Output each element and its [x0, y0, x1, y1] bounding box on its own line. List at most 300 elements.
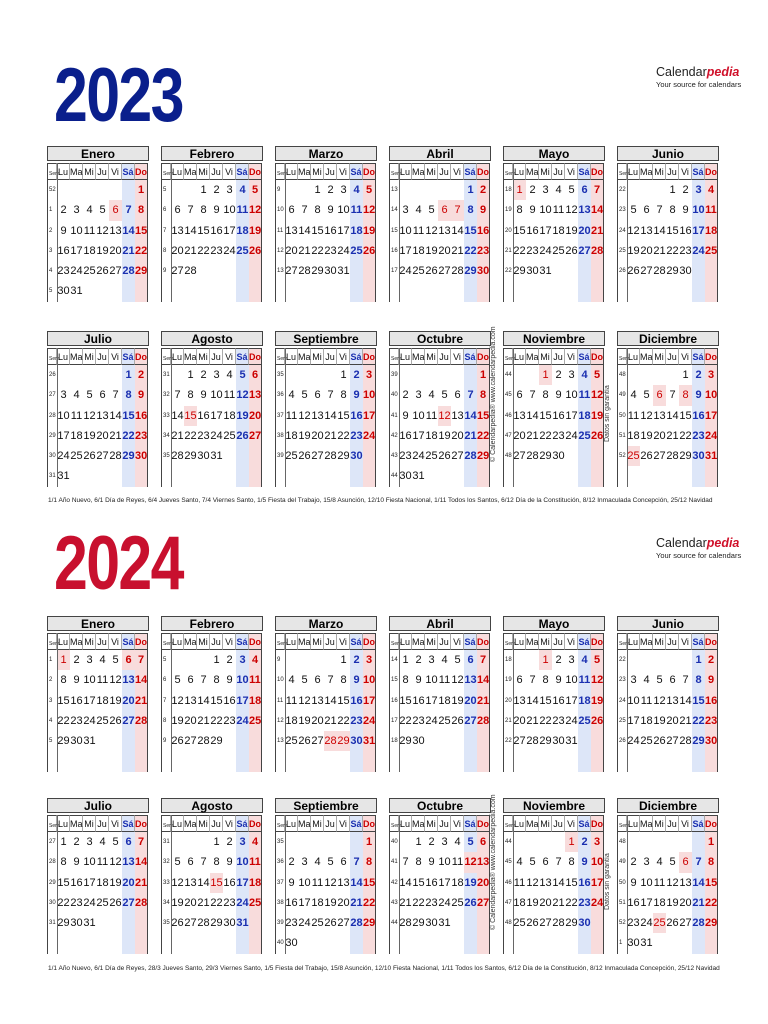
day-cell: 16	[210, 224, 223, 237]
empty-cell	[552, 466, 565, 486]
day-cell: 23	[425, 896, 438, 909]
empty-cell	[109, 913, 122, 933]
empty-cell	[324, 832, 337, 852]
day-cell: 2	[578, 832, 591, 852]
day-cell: 18	[627, 429, 640, 442]
day-cell: 9	[327, 204, 334, 217]
empty-cell	[223, 751, 236, 771]
empty-cell	[451, 365, 464, 385]
day-cell: 12	[425, 224, 438, 237]
empty-cell	[692, 933, 705, 953]
empty-cell	[513, 650, 526, 670]
day-cell: 30	[692, 446, 705, 466]
empty-cell	[653, 933, 666, 953]
day-cell: 1	[477, 365, 490, 385]
day-cell: 23	[412, 714, 425, 727]
day-cell: 15	[210, 873, 223, 893]
day-cell: 17	[298, 896, 311, 909]
day-cell: 14	[679, 694, 692, 707]
empty-cell	[236, 446, 249, 466]
week-number: 6	[161, 200, 171, 220]
day-cell: 20	[451, 429, 464, 442]
empty-cell	[210, 933, 223, 953]
day-cell: 20	[249, 406, 262, 426]
day-cell: 7	[477, 650, 490, 670]
day-cell: 6	[174, 204, 181, 217]
weekday-header: Mi	[539, 348, 552, 365]
week-number: 13	[275, 261, 285, 281]
day-cell: 28	[122, 261, 135, 281]
weekday-header: Sá	[692, 633, 705, 650]
day-cell: 26	[526, 917, 539, 930]
day-cell: 10	[57, 409, 70, 422]
day-cell: 3	[363, 650, 376, 670]
day-cell: 26	[640, 450, 653, 463]
day-cell: 9	[555, 389, 562, 402]
empty-cell	[578, 751, 591, 771]
weekday-header: Do	[591, 815, 604, 832]
day-cell: 13	[464, 670, 477, 690]
month-title: Diciembre	[617, 798, 719, 813]
brand-tagline: Your source for calendars	[656, 551, 742, 560]
weekday-header: Mi	[653, 348, 666, 365]
day-cell: 1	[122, 365, 135, 385]
week-number: 41	[389, 406, 399, 426]
week-number: 35	[161, 446, 171, 466]
empty-cell	[96, 180, 109, 200]
day-cell: 27	[311, 735, 324, 748]
day-cell: 21	[109, 429, 122, 442]
day-cell: 25	[249, 893, 262, 913]
day-cell: 12	[171, 876, 184, 889]
day-cell: 19	[425, 244, 438, 257]
empty-cell	[135, 751, 148, 771]
month-title: Febrero	[161, 146, 263, 161]
day-cell: 22	[565, 896, 578, 909]
day-cell: 10	[223, 204, 236, 217]
day-cell: 14	[692, 873, 705, 893]
weekday-header: Ma	[298, 815, 311, 832]
day-cell: 29	[666, 265, 679, 278]
empty-cell	[640, 180, 653, 200]
month-title: Abril	[389, 146, 491, 161]
day-cell: 12	[324, 876, 337, 889]
week-number: 31	[161, 365, 171, 385]
empty-cell	[363, 466, 376, 486]
weekday-header: Ma	[526, 815, 539, 832]
day-cell: 19	[591, 691, 604, 711]
week-number: 49	[617, 852, 627, 872]
day-cell: 8	[363, 852, 376, 872]
week-number: 49	[617, 385, 627, 405]
empty-cell	[249, 731, 262, 751]
day-cell: 7	[200, 674, 207, 687]
day-cell: 11	[451, 856, 464, 869]
day-cell: 4	[350, 180, 363, 200]
day-cell: 23	[552, 429, 565, 442]
empty-cell	[83, 751, 96, 771]
empty-cell	[285, 650, 298, 670]
day-cell: 2	[60, 204, 67, 217]
day-cell: 7	[656, 204, 663, 217]
week-number: 19	[503, 200, 513, 220]
empty-cell	[311, 281, 324, 301]
day-cell: 13	[337, 876, 350, 889]
empty-cell	[539, 933, 552, 953]
month-title: Marzo	[275, 616, 377, 631]
day-cell: 29	[184, 450, 197, 463]
day-cell: 18	[311, 896, 324, 909]
day-cell: 10	[236, 852, 249, 872]
weekday-header: Do	[591, 633, 604, 650]
week-number: 34	[161, 426, 171, 446]
month-title: Junio	[617, 146, 719, 161]
day-cell: 26	[109, 714, 122, 727]
weekday-header: Vi	[679, 163, 692, 180]
week-number: 13	[389, 180, 399, 200]
day-cell: 7	[350, 852, 363, 872]
month-2023-10	[389, 331, 491, 487]
day-cell: 28	[692, 913, 705, 933]
day-cell: 14	[399, 876, 412, 889]
weekday-header: Ju	[438, 348, 451, 365]
day-cell: 18	[513, 896, 526, 909]
empty-cell	[627, 832, 640, 852]
day-cell: 5	[630, 204, 637, 217]
day-cell: 27	[171, 265, 184, 278]
weekday-header: Mi	[311, 348, 324, 365]
week-number: 27	[47, 832, 57, 852]
empty-cell	[539, 281, 552, 301]
month-grid	[47, 633, 149, 772]
day-cell: 5	[363, 180, 376, 200]
day-cell: 30	[399, 470, 412, 483]
day-cell: 17	[236, 873, 249, 893]
empty-cell	[477, 466, 490, 486]
day-cell: 19	[627, 244, 640, 257]
week-number: 38	[275, 893, 285, 913]
day-cell: 3	[60, 389, 67, 402]
weekday-header: Mi	[197, 633, 210, 650]
empty-cell	[526, 832, 539, 852]
week-number: 5	[47, 731, 57, 751]
empty-cell	[223, 446, 236, 466]
day-cell: 19	[653, 714, 666, 727]
empty-cell	[236, 933, 249, 953]
day-cell: 1	[57, 650, 70, 670]
day-cell: 9	[529, 204, 536, 217]
week-number: 43	[389, 893, 399, 913]
week-number: 45	[503, 852, 513, 872]
day-cell: 26	[171, 735, 184, 748]
weekday-header: Vi	[337, 633, 350, 650]
day-cell: 25	[285, 450, 298, 463]
day-cell: 17	[412, 429, 425, 442]
day-cell: 22	[692, 711, 705, 731]
day-cell: 15	[57, 876, 70, 889]
month-2024-6	[617, 616, 719, 772]
week-number: 46	[503, 873, 513, 893]
day-cell: 22	[122, 426, 135, 446]
day-cell: 20	[122, 873, 135, 893]
empty-cell	[197, 261, 210, 281]
day-cell: 8	[200, 204, 207, 217]
day-cell: 24	[565, 714, 578, 727]
empty-cell	[171, 281, 184, 301]
empty-cell	[324, 466, 337, 486]
day-cell: 22	[539, 429, 552, 442]
empty-cell	[412, 180, 425, 200]
month-2024-10	[389, 798, 491, 954]
empty-cell	[565, 751, 578, 771]
day-cell: 18	[83, 244, 96, 257]
empty-cell	[451, 281, 464, 301]
day-cell: 21	[591, 221, 604, 241]
empty-cell	[513, 466, 526, 486]
day-cell: 19	[171, 896, 184, 909]
empty-cell	[135, 913, 148, 933]
weekday-header: Lu	[171, 163, 184, 180]
month-title: Enero	[47, 616, 149, 631]
day-cell: 17	[640, 896, 653, 909]
empty-cell	[197, 832, 210, 852]
day-cell: 16	[324, 224, 337, 237]
week-number: 24	[617, 691, 627, 711]
day-cell: 17	[705, 406, 718, 426]
day-cell: 20	[477, 873, 490, 893]
week-header: Sem	[161, 633, 171, 650]
month-2023-6	[617, 146, 719, 302]
empty-cell	[552, 261, 565, 281]
weekday-header: Mi	[425, 348, 438, 365]
day-cell: 12	[640, 409, 653, 422]
weekday-header: Mi	[311, 633, 324, 650]
empty-cell	[464, 281, 477, 301]
weekday-header: Ma	[70, 163, 83, 180]
day-cell: 22	[184, 429, 197, 442]
week-number	[161, 466, 171, 486]
day-cell: 29	[539, 735, 552, 748]
day-cell: 1	[464, 180, 477, 200]
day-cell: 22	[337, 429, 350, 442]
weekday-header: Do	[705, 348, 718, 365]
weekday-header: Ju	[552, 815, 565, 832]
empty-cell	[236, 281, 249, 301]
week-header: Sem	[275, 163, 285, 180]
empty-cell	[363, 751, 376, 771]
day-cell: 11	[83, 224, 96, 237]
empty-cell	[350, 832, 363, 852]
weekday-header: Vi	[565, 348, 578, 365]
day-cell: 1	[363, 832, 376, 852]
weekday-header: Ju	[438, 633, 451, 650]
month-grid	[617, 348, 719, 487]
day-cell: 8	[464, 200, 477, 220]
day-cell: 9	[350, 670, 363, 690]
day-cell: 19	[109, 694, 122, 707]
day-cell: 9	[288, 876, 295, 889]
day-cell: 8	[213, 856, 220, 869]
empty-cell	[210, 261, 223, 281]
day-cell: 3	[415, 389, 422, 402]
weekday-header: Ju	[324, 815, 337, 832]
month-2023-4	[389, 146, 491, 302]
day-cell: 10	[236, 670, 249, 690]
day-cell: 28	[464, 446, 477, 466]
day-cell: 24	[70, 265, 83, 278]
week-number	[617, 466, 627, 486]
weekday-header: Vi	[679, 633, 692, 650]
day-cell: 14	[350, 873, 363, 893]
day-cell: 19	[591, 406, 604, 426]
empty-cell	[311, 751, 324, 771]
empty-cell	[285, 751, 298, 771]
empty-cell	[249, 281, 262, 301]
day-cell: 24	[210, 429, 223, 442]
day-cell: 6	[516, 389, 523, 402]
week-number: 30	[47, 446, 57, 466]
day-cell: 18	[640, 714, 653, 727]
day-cell: 27	[249, 426, 262, 446]
weekday-header: Ma	[184, 633, 197, 650]
day-cell: 11	[627, 409, 640, 422]
empty-cell	[464, 365, 477, 385]
day-cell: 20	[285, 244, 298, 257]
day-cell: 12	[565, 204, 578, 217]
empty-cell	[477, 731, 490, 751]
day-cell: 30	[477, 261, 490, 281]
week-number: 4	[47, 261, 57, 281]
weekday-header: Ju	[552, 633, 565, 650]
day-cell: 13	[666, 694, 679, 707]
month-grid	[275, 348, 377, 487]
empty-cell	[298, 180, 311, 200]
day-cell: 22	[210, 714, 223, 727]
weekday-header: Ju	[666, 348, 679, 365]
empty-cell	[57, 180, 70, 200]
day-cell: 25	[96, 714, 109, 727]
day-cell: 21	[526, 429, 539, 442]
day-cell: 18	[96, 876, 109, 889]
day-cell: 24	[236, 893, 249, 913]
week-number: 37	[275, 873, 285, 893]
empty-cell	[109, 466, 122, 486]
day-cell: 7	[555, 856, 562, 869]
empty-cell	[324, 751, 337, 771]
day-cell: 4	[249, 650, 262, 670]
empty-cell	[425, 933, 438, 953]
day-cell: 31	[412, 470, 425, 483]
empty-cell	[539, 751, 552, 771]
month-title: Octubre	[389, 798, 491, 813]
weekday-header: Vi	[109, 163, 122, 180]
weekday-header: Sá	[122, 348, 135, 365]
empty-cell	[184, 751, 197, 771]
empty-cell	[96, 751, 109, 771]
day-cell: 3	[226, 184, 233, 196]
day-cell: 25	[578, 711, 591, 731]
week-number: 20	[503, 221, 513, 241]
weekday-header: Sá	[464, 633, 477, 650]
day-cell: 2	[682, 184, 689, 196]
empty-cell	[552, 832, 565, 852]
week-number: 14	[389, 200, 399, 220]
day-cell: 19	[324, 896, 337, 909]
day-cell: 26	[236, 426, 249, 446]
empty-cell	[171, 650, 184, 670]
day-cell: 12	[83, 409, 96, 422]
weekday-header: Ma	[640, 633, 653, 650]
weekday-header: Lu	[399, 348, 412, 365]
side-copyright-url: © Calendarpedia® www.calendarpedia.com	[490, 794, 497, 930]
week-header: Sem	[503, 348, 513, 365]
empty-cell	[513, 365, 526, 385]
day-cell: 3	[402, 204, 409, 217]
empty-cell	[552, 281, 565, 301]
week-header: Sem	[503, 633, 513, 650]
week-number: 52	[617, 913, 627, 933]
day-cell: 1	[682, 369, 689, 381]
weekday-header: Ma	[298, 633, 311, 650]
weekday-header: Ma	[412, 163, 425, 180]
empty-cell	[298, 650, 311, 670]
day-cell: 3	[441, 836, 448, 848]
day-cell: 17	[337, 224, 350, 237]
week-number: 43	[389, 446, 399, 466]
day-cell: 5	[249, 180, 262, 200]
day-cell: 25	[96, 896, 109, 909]
week-number: 18	[503, 650, 513, 670]
empty-cell	[438, 731, 451, 751]
day-cell: 20	[184, 714, 197, 727]
empty-cell	[96, 466, 109, 486]
day-cell: 22	[477, 426, 490, 446]
day-cell: 1	[705, 832, 718, 852]
weekday-header: Mi	[197, 163, 210, 180]
day-cell: 9	[60, 224, 67, 237]
month-2023-3	[275, 146, 377, 302]
empty-cell	[565, 281, 578, 301]
day-cell: 8	[314, 204, 321, 217]
day-cell: 6	[99, 389, 106, 402]
empty-cell	[627, 281, 640, 301]
day-cell: 15	[57, 694, 70, 707]
year-title-2024: 2024	[54, 521, 183, 606]
day-cell: 22	[412, 896, 425, 909]
month-grid	[47, 163, 149, 302]
day-cell: 15	[565, 876, 578, 889]
day-cell: 15	[337, 409, 350, 422]
day-cell: 16	[135, 406, 148, 426]
day-cell: 31	[337, 265, 350, 278]
weekday-header: Lu	[513, 633, 526, 650]
weekday-header: Do	[135, 348, 148, 365]
day-cell: 25	[438, 714, 451, 727]
week-header: Sem	[161, 163, 171, 180]
day-cell: 1	[213, 836, 220, 848]
weekday-header: Do	[135, 815, 148, 832]
weekday-header: Sá	[464, 815, 477, 832]
day-cell: 20	[679, 896, 692, 909]
day-cell: 18	[451, 876, 464, 889]
weekday-header: Vi	[109, 348, 122, 365]
month-2024-4	[389, 616, 491, 772]
day-cell: 16	[692, 406, 705, 426]
empty-cell	[591, 261, 604, 281]
week-number: 1	[617, 933, 627, 953]
day-cell: 22	[363, 893, 376, 913]
day-cell: 18	[705, 221, 718, 241]
